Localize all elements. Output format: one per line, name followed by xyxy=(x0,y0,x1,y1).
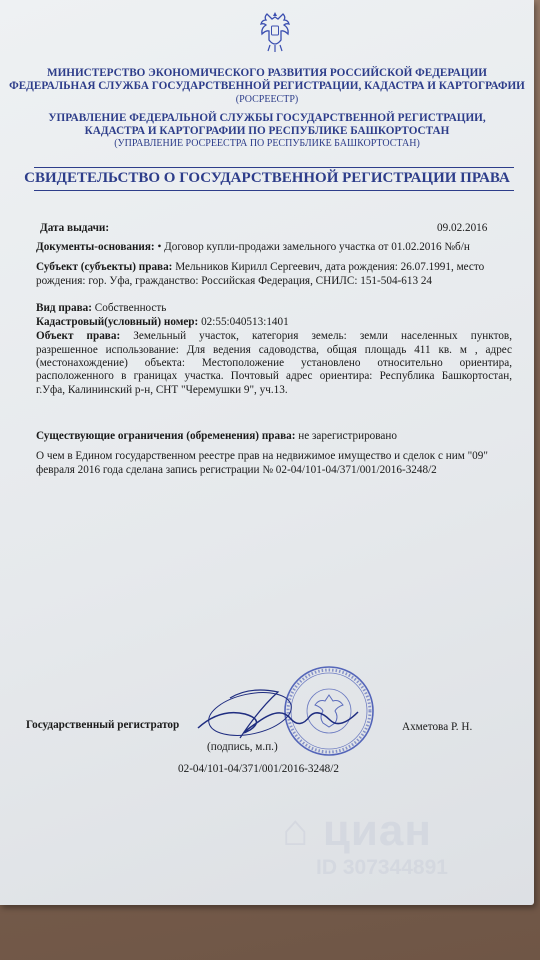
title-bottom-rule xyxy=(34,190,514,191)
subject-line2: рождения: гор. Уфа, гражданство: Российская Федерация, СНИЛС: 151-504-613 24 xyxy=(36,275,433,287)
ministry-heading: МИНИСТЕРСТВО ЭКОНОМИЧЕСКОГО РАЗВИТИЯ РОССИЙСКОЙ ФЕДЕРАЦИИ xyxy=(47,67,487,79)
department-heading-line1: УПРАВЛЕНИЕ ФЕДЕРАЛЬНОЙ СЛУЖБЫ ГОСУДАРСТВЕННОЙ РЕГИСТРАЦИИ, xyxy=(48,112,486,124)
registrar-label: Государственный регистратор xyxy=(26,719,180,731)
signature-caption: (подпись, м.п.) xyxy=(207,741,278,753)
subject-row xyxy=(36,261,484,275)
object-row xyxy=(36,330,512,344)
record-line1: О чем в Едином государственном реестре прав на недвижимое имущество и сделок с ним "09" xyxy=(36,450,488,462)
service-abbreviation: (РОСРЕЕСТР) xyxy=(235,94,299,105)
record-line2: февраля 2016 года сделана запись регистрации № 02-04/101-04/371/001/2016-3248/2 xyxy=(36,464,437,476)
subject-line1: Мельников Кирилл Сергеевич, дата рождения: 26.07.1991, место xyxy=(175,261,485,273)
department-heading-line2: КАДАСТРА И КАРТОГРАФИИ ПО РЕСПУБЛИКЕ БАШКОРТОСТАН xyxy=(84,125,450,137)
right-type-value: Собственность xyxy=(94,302,167,314)
document-title: СВИДЕТЕЛЬСТВО О ГОСУДАРСТВЕННОЙ РЕГИСТРАЦИИ ПРАВА xyxy=(24,170,510,186)
object-line5: г.Уфа, Калининский р-н, СНТ "Черемушки 9", уч.13. xyxy=(36,384,288,396)
cian-house-logo-icon: ⌂ xyxy=(282,806,310,855)
cian-watermark xyxy=(282,806,448,879)
department-abbreviation: (УПРАВЛЕНИЕ РОСРЕЕСТРА ПО РЕСПУБЛИКЕ БАШКОРТОСТАН) xyxy=(114,138,420,149)
subject-label: Субъект (субъекты) права: xyxy=(36,261,173,273)
service-heading: ФЕДЕРАЛЬНАЯ СЛУЖБА ГОСУДАРСТВЕННОЙ РЕГИСТРАЦИИ, КАДАСТРА И КАРТОГРАФИИ xyxy=(9,80,525,92)
cian-watermark-id: ID 307344891 xyxy=(316,856,448,879)
double-headed-eagle-emblem-icon xyxy=(258,8,292,54)
object-line1: Земельный участок, категория земель: земли населенных пунктов, xyxy=(133,330,512,342)
restrictions-label: Существующие ограничения (обременения) права: xyxy=(36,430,296,442)
issue-date-label: Дата выдачи: xyxy=(40,222,110,234)
object-label: Объект права: xyxy=(36,330,121,342)
registrar-name: Ахметова Р. Н. xyxy=(402,721,473,733)
restrictions-value: не зарегистрировано xyxy=(298,430,397,442)
restrictions-row xyxy=(36,430,397,444)
documents-value: • Договор купли-продажи замельного участка от 01.02.2016 №б/н xyxy=(157,241,470,253)
cian-watermark-logo: ⌂ циан xyxy=(282,806,432,855)
cadastral-row xyxy=(36,316,289,330)
issue-date-value: 09.02.2016 xyxy=(437,222,488,234)
right-type-row xyxy=(36,302,166,316)
cadastral-value: 02:55:040513:1401 xyxy=(201,316,289,328)
object-line3: (местонахождение) объекта: Местоположение установлено относительно ориентира, xyxy=(36,357,512,369)
object-line4: расположенного в границах участка. Почтовый адрес ориентира: Республика Башкортостан, xyxy=(36,370,512,382)
object-line2: разрешенное использование: Для ведения садоводства, общая площадь 411 кв. м , адрес xyxy=(36,344,512,356)
documents-row xyxy=(36,241,470,255)
title-top-rule xyxy=(34,167,514,168)
documents-label: Документы-основания: xyxy=(36,241,155,253)
cadastral-label: Кадастровый(условный) номер: xyxy=(36,316,199,328)
right-type-label: Вид права: xyxy=(36,302,92,314)
registration-record-number: 02-04/101-04/371/001/2016-3248/2 xyxy=(178,763,339,775)
